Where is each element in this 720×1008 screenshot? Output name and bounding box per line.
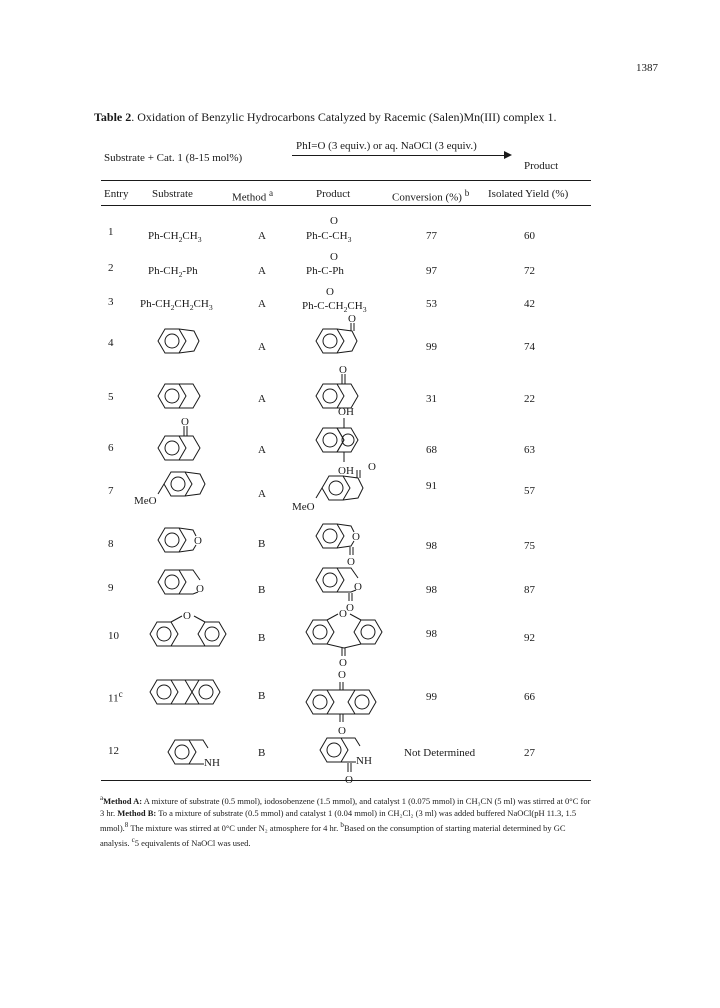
conversion-1: 77 bbox=[426, 230, 437, 242]
svg-text:O: O bbox=[338, 669, 346, 681]
entry-9: 9 bbox=[108, 582, 114, 594]
conversion-9: 98 bbox=[426, 584, 437, 596]
product-2-carbonyl: O bbox=[330, 251, 338, 263]
entry-12: 12 bbox=[108, 745, 119, 757]
svg-text:O: O bbox=[339, 608, 347, 620]
method-1: A bbox=[258, 230, 266, 242]
conversion-3: 53 bbox=[426, 298, 437, 310]
svg-text:O: O bbox=[352, 531, 360, 543]
substrate-7-structure bbox=[128, 466, 218, 510]
footnote-method-a-text: A mixture of substrate (0.5 mmol), iodosobenzene (1.5 mmol), and catalyst 1 (0.075 mmol) in CH₃CN (5 ml) was stirred at 0°C for 3 hr. bbox=[100, 795, 591, 818]
entry-2: 2 bbox=[108, 262, 114, 274]
method-8: B bbox=[258, 538, 266, 550]
yield-10: 92 bbox=[524, 632, 535, 644]
svg-text:O: O bbox=[368, 461, 376, 473]
yield-8: 75 bbox=[524, 540, 535, 552]
footnote-method-b-text2: The mixture was stirred at 0°C under N₂ atmosphere for 4 hr. bbox=[128, 822, 341, 833]
entry-3: 3 bbox=[108, 296, 114, 308]
substrate-6-structure bbox=[150, 418, 214, 464]
entry-1: 1 bbox=[108, 226, 114, 238]
svg-text:OH: OH bbox=[338, 465, 354, 477]
svg-text:O: O bbox=[347, 556, 355, 568]
entry-10: 10 bbox=[108, 630, 119, 642]
header-product: Product bbox=[316, 188, 351, 200]
yield-11: 66 bbox=[524, 691, 535, 703]
yield-9: 87 bbox=[524, 584, 535, 596]
header-yield: Isolated Yield (%) bbox=[488, 188, 569, 200]
conversion-4: 99 bbox=[426, 341, 437, 353]
yield-1: 60 bbox=[524, 230, 535, 242]
conversion-8: 98 bbox=[426, 540, 437, 552]
entry-11: 11$^c$ bbox=[108, 689, 123, 705]
table-footnote: $^a$Method A: A mixture of substrate (0.5 mmol), iodosobenzene (1.5 mmol), and catalyst 1 (0.075 mmol) in CH₃CN (5 ml) was stirred at 0°C for 3 hr. Method B: To a mixture of substrate (0.5 mmol) and catalyst 1 (0.04 mmol) in CH₂Cl₂ (3 ml) was added buffered NaOCl(pH 11.3, 1.5 mmol).$^8$ The mixture was stirred at 0°C under N₂ atmosphere for 4 hr. $^b$Based on the consumption of starting material determined by GC analysis. $^c$5 equivalents of NaOCl was used. bbox=[100, 794, 591, 848]
header-method: Method $^a$ bbox=[232, 188, 274, 204]
substrate-11-structure bbox=[144, 676, 240, 708]
product-11-structure bbox=[300, 668, 396, 744]
product-9-structure bbox=[308, 564, 372, 614]
product-4-structure bbox=[308, 313, 368, 358]
product-8-structure bbox=[308, 520, 372, 568]
svg-text:O: O bbox=[183, 610, 191, 622]
product-12-structure bbox=[312, 734, 388, 790]
table-bottom-rule bbox=[101, 780, 591, 781]
footnote-mark-a: a bbox=[268, 188, 274, 198]
svg-text:O: O bbox=[181, 416, 189, 428]
method-11: B bbox=[258, 690, 266, 702]
yield-12: 27 bbox=[524, 747, 535, 759]
conversion-12: Not Determined bbox=[404, 747, 476, 759]
conversion-5: 31 bbox=[426, 393, 437, 405]
substrate-12-structure bbox=[160, 736, 236, 772]
svg-text:O: O bbox=[339, 657, 347, 669]
reaction-arrow bbox=[292, 155, 508, 156]
yield-2: 72 bbox=[524, 265, 535, 277]
svg-text:NH: NH bbox=[204, 757, 220, 769]
table-top-rule bbox=[101, 180, 591, 181]
table-label: Table 2 bbox=[94, 110, 132, 124]
reaction-arrowhead bbox=[504, 151, 512, 159]
substrate-3: $Ph-CH_2CH_2CH_3$ bbox=[140, 298, 213, 313]
header-conversion: Conversion (%) $^b$ bbox=[392, 188, 470, 204]
svg-text:O: O bbox=[348, 313, 356, 325]
yield-3: 42 bbox=[524, 298, 535, 310]
svg-text:O: O bbox=[346, 602, 354, 614]
method-4: A bbox=[258, 341, 266, 353]
product-3-carbonyl: O bbox=[326, 286, 334, 298]
method-6: A bbox=[258, 444, 266, 456]
entry-4: 4 bbox=[108, 337, 114, 349]
footnote-method-b-text: To a mixture of substrate (0.5 mmol) and catalyst 1 (0.04 mmol) in CH₂Cl₂ (3 ml) was added buffered NaOCl(pH 11.3, 1.5 mmol). bbox=[100, 807, 577, 833]
product-1-carbonyl: O bbox=[330, 215, 338, 227]
yield-5: 22 bbox=[524, 393, 535, 405]
method-3: A bbox=[258, 298, 266, 310]
header-substrate: Substrate bbox=[152, 188, 193, 200]
product-7-structure bbox=[286, 460, 386, 516]
header-entry: Entry bbox=[104, 188, 129, 200]
method-5: A bbox=[258, 393, 266, 405]
product-2: Ph-C-Ph bbox=[306, 265, 344, 277]
method-2: A bbox=[258, 265, 266, 277]
svg-text:NH: NH bbox=[356, 755, 372, 767]
substrate-1: $Ph-CH_2CH_3$ bbox=[148, 230, 202, 245]
svg-text:OH: OH bbox=[338, 406, 354, 418]
conversion-7: 91 bbox=[426, 480, 437, 492]
substrate-4-structure bbox=[150, 326, 210, 356]
svg-text:O: O bbox=[338, 725, 346, 737]
method-7: A bbox=[258, 488, 266, 500]
method-12: B bbox=[258, 747, 266, 759]
product-10-structure bbox=[300, 608, 392, 668]
substrate-9-structure bbox=[150, 566, 214, 600]
svg-text:O: O bbox=[196, 583, 204, 595]
yield-6: 63 bbox=[524, 444, 535, 456]
yield-4: 74 bbox=[524, 341, 535, 353]
entry-6: 6 bbox=[108, 442, 114, 454]
conversion-6: 68 bbox=[426, 444, 437, 456]
substrate-2: $Ph-CH_2-Ph$ bbox=[148, 265, 198, 280]
conversion-2: 97 bbox=[426, 265, 437, 277]
entry-8: 8 bbox=[108, 538, 114, 550]
entry-5: 5 bbox=[108, 391, 114, 403]
product-1: $Ph-C-CH_3$ bbox=[306, 230, 352, 245]
substrate-8-structure bbox=[150, 524, 214, 556]
svg-text:MeO: MeO bbox=[134, 495, 157, 507]
scheme-reactants: Substrate + Cat. 1 (8-15 mol%) bbox=[104, 152, 243, 164]
product-3: $Ph-C-CH_2CH_3$ bbox=[302, 300, 367, 315]
method-10: B bbox=[258, 632, 266, 644]
table-caption bbox=[94, 110, 694, 125]
method-9: B bbox=[258, 584, 266, 596]
entry-7: 7 bbox=[108, 485, 114, 497]
table-header-rule bbox=[101, 205, 591, 206]
footnote-b-note: Based on the consumption of starting material determined by GC analysis. bbox=[100, 822, 566, 848]
svg-text:O: O bbox=[354, 581, 362, 593]
yield-7: 57 bbox=[524, 485, 535, 497]
svg-text:O: O bbox=[339, 364, 347, 376]
footnote-mark-b: b bbox=[464, 188, 470, 198]
footnote-mark-c: c bbox=[118, 689, 123, 699]
scheme-conditions: PhI=O (3 equiv.) or aq. NaOCl (3 equiv.) bbox=[296, 140, 477, 152]
footnote-c-note: 5 equivalents of NaOCl was used. bbox=[134, 837, 251, 848]
conversion-11: 99 bbox=[426, 691, 437, 703]
substrate-10-structure bbox=[144, 610, 236, 650]
footnote-method-a-label: Method A: bbox=[103, 795, 143, 806]
table-title: . Oxidation of Benzylic Hydrocarbons Catalyzed by Racemic (Salen)Mn(III) complex 1. bbox=[131, 110, 557, 124]
conversion-10: 98 bbox=[426, 628, 437, 640]
svg-text:O: O bbox=[194, 535, 202, 547]
footnote-ref-8: 8 bbox=[124, 820, 129, 829]
page-number: 1387 bbox=[636, 62, 658, 74]
substrate-5-structure bbox=[150, 380, 214, 412]
scheme-product: Product bbox=[524, 160, 559, 172]
svg-text:MeO: MeO bbox=[292, 501, 315, 513]
footnote-method-b-label: Method B: bbox=[117, 807, 157, 818]
